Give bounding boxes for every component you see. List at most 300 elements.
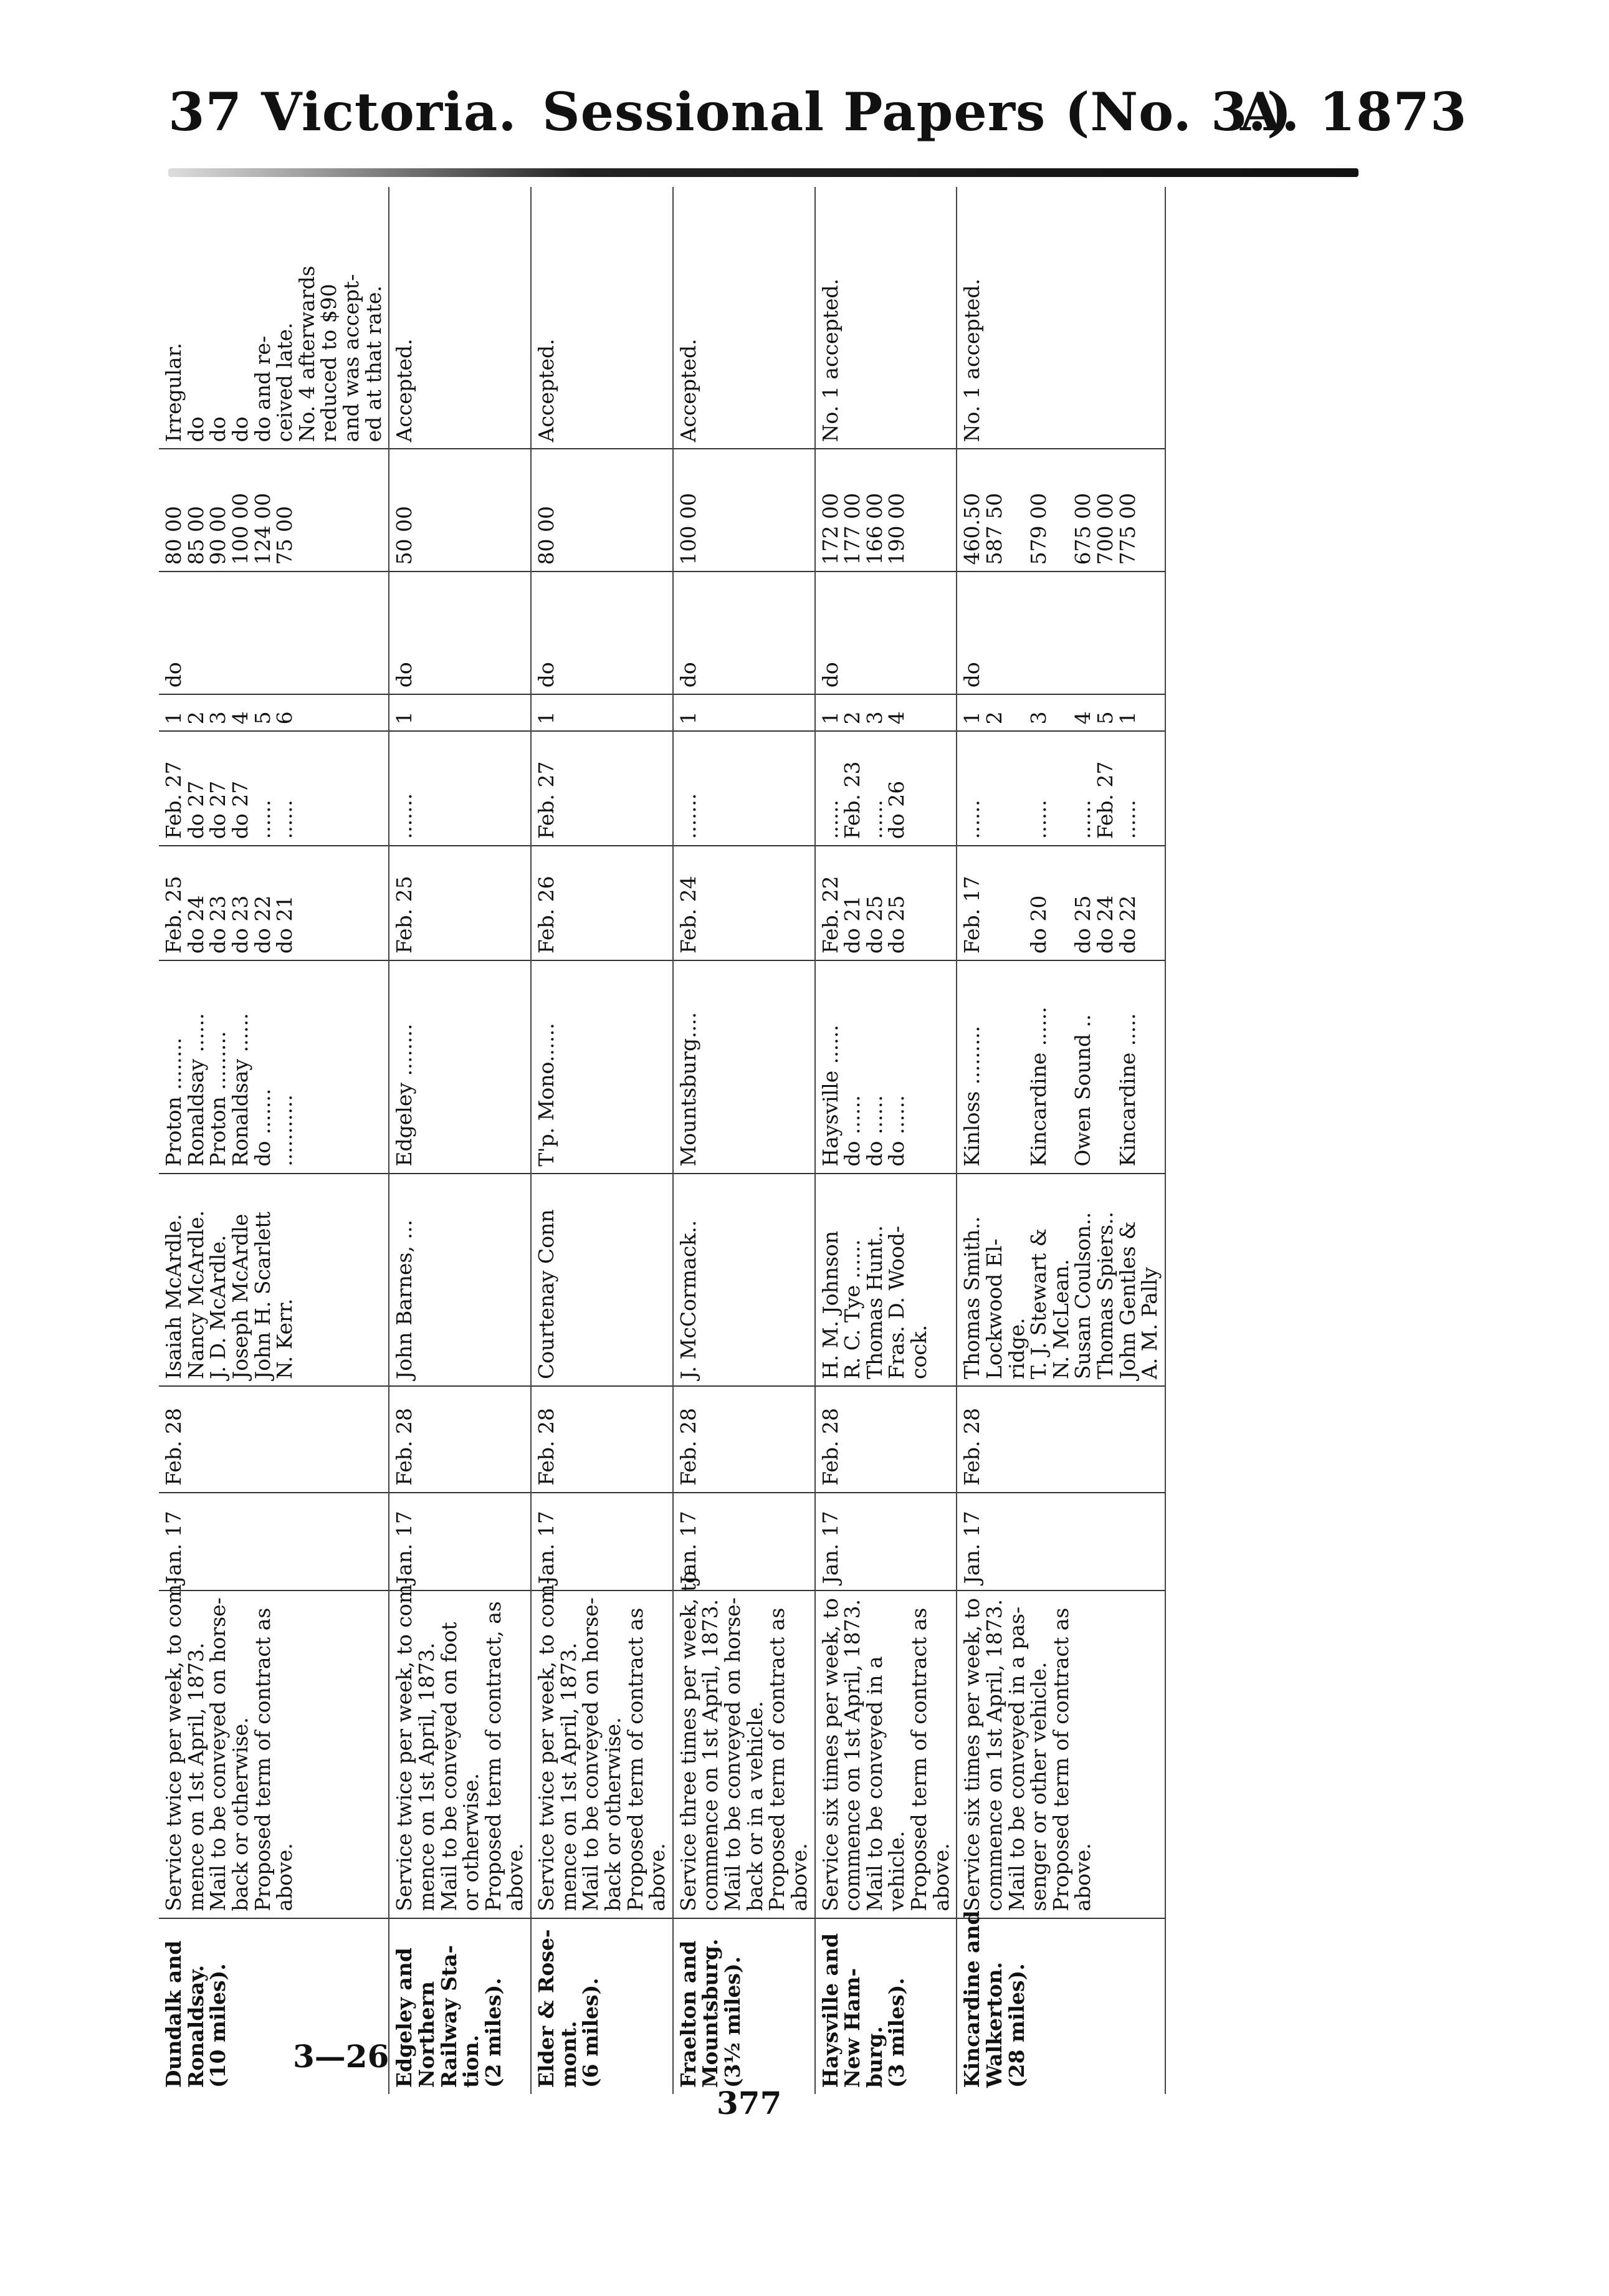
residence-cell [159, 960, 389, 1173]
date-answered-cell-line [1006, 738, 1028, 839]
date-received-cell-line: do 21 [840, 895, 865, 954]
date-answered-cell-line: ...... [1071, 800, 1096, 839]
route-cell-line: (28 miles). [1004, 1963, 1029, 2088]
tender-number-cell-line: 4 [884, 711, 909, 725]
tenderer-names-cell-line: Isaiah McArdle. [161, 1213, 186, 1380]
tender-number-cell-line: 3 [1026, 711, 1051, 725]
header-right: A. 1873 [1240, 81, 1468, 143]
service-cell-line: commence on 1st April, 1873. [981, 1599, 1006, 1911]
service-cell [531, 1577, 673, 1918]
tender-number-cell-line: 5 [250, 711, 275, 725]
residence-cell [389, 960, 531, 1173]
tenderer-names-cell-line: Susan Coulson.. [1071, 1212, 1096, 1380]
amount-cell [531, 449, 673, 572]
tender-number-cell-line [1050, 701, 1072, 724]
residence-cell [673, 960, 815, 1173]
do-cell-line: do [676, 662, 700, 688]
tender-number-cell-line: 2 [981, 711, 1006, 725]
do-cell [673, 572, 815, 694]
do-cell [159, 572, 389, 694]
do-cell [957, 572, 1165, 694]
date-answered-cell-line: do 27 [183, 780, 208, 839]
jan-date-cell [389, 1493, 531, 1591]
tender-number-cell-line: 1 [818, 711, 843, 725]
remarks-cell [389, 187, 531, 449]
tender-number-cell-line: 3 [862, 711, 887, 725]
route-cell-line: tion. [459, 2034, 484, 2088]
do-cell [531, 572, 673, 694]
service-cell-line: mence on 1st April, 1873. [556, 1642, 581, 1911]
date-answered-cell-line: do 27 [206, 780, 231, 839]
remarks-cell-line: ceived late. [272, 322, 297, 442]
tender-number-cell [389, 694, 531, 731]
tenderer-names-cell [957, 1174, 1165, 1386]
remarks-cell-line: do [227, 416, 252, 442]
residence-cell-line: Owen Sound .. [1071, 1014, 1096, 1167]
date-received-cell-line: do 24 [183, 895, 208, 954]
residence-cell-line: Mountsburg.... [676, 1012, 700, 1167]
amount-cell-line: 775 00 [1115, 492, 1140, 565]
table-row [389, 187, 531, 2094]
remarks-cell-line: Accepted. [534, 338, 558, 442]
tenderer-names-cell-line: John H. Scarlett [250, 1212, 275, 1380]
date-received-cell [957, 846, 1165, 960]
date-received-cell [531, 846, 673, 960]
route-cell-line: Dundalk and [161, 1940, 186, 2088]
date-received-cell-line: Feb. 22 [818, 876, 843, 954]
table-row [159, 187, 389, 2094]
date-answered-cell-line [983, 738, 1006, 839]
service-cell-line: senger or other vehicle. [1026, 1662, 1051, 1911]
tenderer-names-cell-line: N. McLean. [1048, 1259, 1073, 1380]
service-cell-line: or otherwise. [459, 1773, 484, 1911]
feb-date-cell [673, 1386, 815, 1493]
amount-cell-line: 100 00 [676, 492, 700, 565]
remarks-cell [673, 187, 815, 449]
tenderer-names-cell-line: H. M. Johnson [818, 1230, 843, 1380]
tender-number-cell-line: 4 [1071, 711, 1096, 725]
tender-number-cell-line: 1 [1115, 711, 1140, 725]
date-received-cell-line: do 20 [1026, 895, 1051, 954]
residence-cell-line: Ronaldsay ...... [227, 1013, 252, 1167]
feb-date-cell-line: Feb. 28 [960, 1408, 985, 1486]
service-cell-line: Proposed term of contract, as [480, 1601, 505, 1911]
residence-cell-line: do ...... [862, 1095, 887, 1167]
route-cell-line: Fraelton and [676, 1940, 700, 2088]
date-received-cell-line: do 22 [250, 895, 275, 954]
residence-cell-line: T'p. Mono...... [534, 1023, 558, 1167]
feb-date-cell-line: Feb. 28 [392, 1408, 417, 1486]
remarks-cell-line: Accepted. [392, 338, 417, 442]
tender-number-cell-line [1006, 701, 1028, 724]
service-cell-line: Service six times per week, to [960, 1598, 985, 1911]
date-answered-cell-line: Feb. 27 [534, 761, 558, 839]
date-received-cell-line: do 25 [862, 895, 887, 954]
service-cell-line: above. [503, 1843, 528, 1911]
date-received-cell-line: do 25 [884, 895, 909, 954]
tenderer-names-cell [159, 1174, 389, 1386]
table-row [531, 187, 673, 2094]
amount-cell-line [1050, 456, 1072, 565]
tenderer-names-cell-line: A. M. Pally [1137, 1267, 1162, 1380]
date-answered-cell-line: do 26 [884, 780, 909, 839]
service-cell-line: Service twice per week, to com- [161, 1577, 186, 1911]
residence-cell-line: Edgeley ........ [392, 1023, 417, 1167]
service-cell-line: Mail to be conveyed on horse- [720, 1597, 745, 1911]
service-cell-line: Service twice per week, to com- [392, 1577, 417, 1911]
tender-number-cell-line: 2 [840, 711, 865, 725]
date-received-cell-line [983, 853, 1006, 954]
feb-date-cell-line: Feb. 28 [161, 1408, 186, 1486]
route-cell-line: Mountsburg. [698, 1938, 723, 2088]
date-answered-cell-line: ...... [862, 800, 887, 839]
amount-cell-line: 460.50 [960, 492, 985, 565]
date-answered-cell-line: ....... [392, 793, 417, 839]
amount-cell-line: 80 00 [534, 505, 558, 565]
service-cell-line: Service twice per week, to com- [534, 1577, 558, 1911]
remarks-cell-line: and was accept- [339, 274, 363, 442]
jan-date-cell-line: Jan. 17 [960, 1511, 985, 1584]
remarks-cell [159, 187, 389, 449]
tender-number-cell-line: 1 [534, 711, 558, 725]
table-row [957, 187, 1165, 2094]
tenderer-names-cell-line: Thomas Smith.. [960, 1216, 985, 1380]
date-received-cell-line [1050, 853, 1072, 954]
residence-cell-line: do ...... [884, 1095, 909, 1167]
remarks-cell-line: reduced to $90 [317, 284, 341, 442]
service-cell [815, 1590, 957, 1918]
tenderer-names-cell-line: J. McCormack.. [676, 1220, 700, 1380]
route-cell-line: (2 miles). [480, 1978, 505, 2088]
tenderer-names-cell-line: cock. [907, 1324, 931, 1380]
tender-number-cell-line: 1 [161, 711, 186, 725]
service-cell-line: Mail to be conveyed in a [862, 1656, 887, 1911]
date-answered-cell-line: ...... [1026, 800, 1051, 839]
residence-cell [815, 960, 957, 1173]
date-received-cell-line: Feb. 25 [161, 876, 186, 954]
service-cell [389, 1577, 531, 1918]
amount-cell [159, 449, 389, 572]
do-cell-line: do [161, 662, 186, 688]
date-received-cell [389, 846, 531, 960]
date-received-cell [815, 846, 957, 960]
header-left: 37 Victoria. [168, 81, 517, 143]
date-answered-cell [531, 731, 673, 846]
amount-cell-line: 90 00 [206, 505, 231, 565]
route-cell-line: (3½ miles). [720, 1956, 745, 2088]
date-received-cell-line: do 23 [227, 895, 252, 954]
service-cell-line: Mail to be conveyed in a pas- [1004, 1606, 1029, 1911]
feb-date-cell [815, 1386, 957, 1493]
route-cell-line: Railway Sta- [436, 1944, 461, 2088]
tender-number-cell [815, 694, 957, 731]
residence-cell-line: Ronaldsay ...... [183, 1013, 208, 1167]
route-cell-line: Kincardine and [960, 1910, 985, 2088]
date-answered-cell-line: Feb. 27 [161, 761, 186, 839]
jan-date-cell [531, 1493, 673, 1591]
amount-cell-line: 587 50 [981, 492, 1006, 565]
date-answered-cell [957, 731, 1165, 846]
date-answered-cell-line: do 27 [227, 780, 252, 839]
residence-cell [531, 960, 673, 1173]
route-cell-line: (6 miles). [578, 1978, 603, 2088]
amount-cell-line: 190 00 [884, 492, 909, 565]
remarks-cell-line: do and re- [250, 335, 275, 442]
service-cell-line: Proposed term of contract as [250, 1607, 275, 1911]
tender-number-cell-line: 1 [960, 711, 985, 725]
date-answered-cell-line: ...... [960, 800, 985, 839]
tender-number-cell-line: 1 [392, 711, 417, 725]
route-cell [531, 1918, 673, 2094]
amount-cell-line: 85 00 [183, 505, 208, 565]
service-cell-line: Mail to be conveyed on horse- [206, 1597, 231, 1911]
feb-date-cell-line: Feb. 28 [818, 1408, 843, 1486]
service-cell-line: back or in a vehicle. [742, 1701, 767, 1911]
feb-date-cell [389, 1386, 531, 1493]
date-received-cell-line: Feb. 17 [960, 876, 985, 954]
date-received-cell-line: Feb. 25 [392, 876, 417, 954]
remarks-cell-line: ed at that rate. [361, 285, 386, 442]
date-answered-cell [159, 731, 389, 846]
tender-number-cell-line: 3 [206, 711, 231, 725]
amount-cell-line: 675 00 [1071, 492, 1096, 565]
amount-cell-line: 700 00 [1093, 492, 1117, 565]
tender-number-cell [673, 694, 815, 731]
date-received-cell-line: do 22 [1115, 895, 1140, 954]
tenderer-names-cell [815, 1174, 957, 1386]
route-cell-line: Haysville and [818, 1933, 843, 2088]
service-cell-line: Mail to be conveyed on horse- [578, 1597, 603, 1911]
tenderer-names-cell-line: Thomas Spiers.. [1093, 1211, 1117, 1380]
date-received-cell [159, 846, 389, 960]
tenderer-names-cell-line: ridge. [1004, 1318, 1029, 1380]
amount-cell-line: 579 00 [1026, 492, 1051, 565]
date-received-cell [673, 846, 815, 960]
tender-number-cell-line: 2 [183, 711, 208, 725]
residence-cell [957, 960, 1165, 1173]
do-cell-line: do [534, 662, 558, 688]
service-cell-line: Proposed term of contract as [623, 1607, 647, 1911]
date-answered-cell-line: ....... [676, 793, 700, 839]
residence-cell-line: Kinloss ......... [960, 1025, 985, 1167]
tenderer-names-cell-line: Nancy McArdle. [183, 1210, 208, 1380]
feb-date-cell [531, 1386, 673, 1493]
feb-date-cell-line: Feb. 28 [676, 1408, 700, 1486]
remarks-cell [957, 187, 1165, 449]
table-body [159, 187, 1165, 2094]
tenderer-names-cell-line: N. Kerr. [272, 1298, 297, 1380]
service-cell-line: mence on 1st April, 1873. [414, 1642, 439, 1911]
tender-number-cell-line: 1 [676, 711, 700, 725]
service-cell [673, 1571, 815, 1918]
tenderer-names-cell [531, 1174, 673, 1386]
service-cell-line: Service six times per week, to [818, 1598, 843, 1911]
route-cell-line: burg. [862, 2026, 887, 2088]
route-cell-line: mont. [556, 2021, 581, 2088]
date-answered-cell [389, 731, 531, 846]
tenderer-names-cell-line: R. C. Tye ...... [840, 1239, 865, 1380]
tenderer-names-cell-line: John Barnes, ... [392, 1220, 417, 1380]
date-answered-cell-line: Feb. 27 [1093, 761, 1117, 839]
jan-date-cell [957, 1493, 1165, 1591]
route-cell [673, 1918, 815, 2094]
remarks-cell [531, 187, 673, 449]
tenderer-names-cell-line: Joseph McArdle [227, 1213, 252, 1380]
route-cell-line: New Ham- [840, 1968, 865, 2088]
date-received-cell-line [1006, 853, 1028, 954]
tender-number-cell-line: 4 [227, 711, 252, 725]
date-received-cell-line: do 25 [1071, 895, 1096, 954]
route-cell-line: (3 miles). [884, 1978, 909, 2088]
residence-cell-line: Kincardine ...... [1026, 1007, 1051, 1167]
date-received-cell-line: Feb. 24 [676, 876, 700, 954]
service-cell-line: Proposed term of contract as [1048, 1607, 1073, 1911]
feb-date-cell [957, 1386, 1165, 1493]
header-rule [168, 168, 1358, 177]
do-cell-line: do [818, 662, 843, 688]
service-cell-line: above. [272, 1843, 297, 1911]
service-cell-line: commence on 1st April, 1873. [840, 1599, 865, 1911]
service-cell-line: back or otherwise. [227, 1717, 252, 1911]
amount-cell [815, 449, 957, 572]
residence-cell-line [983, 967, 1006, 1166]
route-cell [815, 1918, 957, 2094]
service-cell-line: Mail to be conveyed on foot [436, 1622, 461, 1911]
service-cell [957, 1590, 1165, 1918]
page-number: 377 [717, 2085, 782, 2121]
route-cell-line: Elder & Rose- [534, 1929, 558, 2088]
table-row [815, 187, 957, 2094]
residence-cell-line: do ...... [840, 1095, 865, 1167]
tender-number-cell-line: 6 [272, 711, 297, 725]
rotated-table-container [159, 187, 1368, 2094]
service-cell-line: back or otherwise. [600, 1717, 625, 1911]
amount-cell-line: 166 00 [862, 492, 887, 565]
date-received-cell-line: do 21 [272, 895, 297, 954]
service-cell [159, 1577, 389, 1918]
residence-cell-line: Kincardine ..... [1115, 1013, 1140, 1167]
tender-number-cell [531, 694, 673, 731]
residence-cell-line: Proton ......... [206, 1031, 231, 1167]
remarks-cell-line: No. 1 accepted. [818, 279, 843, 442]
header-center: Sessional Papers (No. 3.) [542, 81, 1292, 143]
date-answered-cell-line: ...... [1115, 800, 1140, 839]
date-answered-cell-line [1050, 738, 1072, 839]
jan-date-cell-line: Jan. 17 [818, 1511, 843, 1584]
remarks-cell-line: No. 4 afterwards [294, 265, 319, 442]
residence-cell-line: Proton ........ [161, 1037, 186, 1167]
amount-cell-line: 124 00 [250, 492, 275, 565]
jan-date-cell [159, 1493, 389, 1591]
residence-cell-line [1006, 967, 1028, 1166]
date-answered-cell-line: ...... [272, 800, 297, 839]
amount-cell-line: 80 00 [161, 505, 186, 565]
residence-cell-line: Haysville ...... [818, 1025, 843, 1167]
amount-cell-line: 172 00 [818, 492, 843, 565]
do-cell-line: do [392, 662, 417, 688]
amount-cell-line: 50 00 [392, 505, 417, 565]
remarks-cell-line: No. 1 accepted. [960, 279, 985, 442]
tenderer-names-cell-line: Fras. D. Wood- [884, 1225, 909, 1380]
jan-date-cell-line: Jan. 17 [392, 1511, 417, 1584]
residence-cell-line: ........... [272, 1094, 297, 1167]
service-cell-line: mence on 1st April, 1873. [183, 1642, 208, 1911]
amount-cell-line [1006, 456, 1028, 565]
residence-cell-line [1050, 967, 1072, 1166]
amount-cell [673, 449, 815, 572]
tenderer-names-cell [389, 1174, 531, 1386]
route-cell [389, 1918, 531, 2094]
service-cell-line: Proposed term of contract as [907, 1607, 931, 1911]
tender-number-cell [957, 694, 1165, 731]
jan-date-cell-line: Jan. 17 [161, 1511, 186, 1584]
jan-date-cell [673, 1493, 815, 1591]
tenderer-names-cell-line: T. J. Stewart & [1026, 1228, 1051, 1380]
residence-cell-line: do ....... [250, 1088, 275, 1167]
remarks-cell-line: do [206, 416, 231, 442]
tenderer-names-cell-line: J. D. McArdle. [206, 1235, 231, 1380]
service-cell-line: above. [929, 1843, 953, 1911]
route-cell-line: Walkerton. [981, 1961, 1006, 2088]
service-cell-line: above. [645, 1843, 670, 1911]
tender-table [159, 187, 1166, 2094]
jan-date-cell-line: Jan. 17 [534, 1511, 558, 1584]
route-cell-line: (10 miles). [206, 1963, 231, 2088]
tenderer-names-cell-line: Lockwood El- [981, 1238, 1006, 1380]
tenderer-names-cell-line: John Gentles & [1115, 1221, 1140, 1380]
date-answered-cell [815, 731, 957, 846]
service-cell-line: commence on 1st April, 1873. [698, 1599, 723, 1911]
remarks-cell [815, 187, 957, 449]
tender-number-cell-line: 5 [1093, 711, 1117, 725]
remarks-cell-line: Irregular. [161, 342, 186, 442]
residence-cell-line [1094, 967, 1117, 1166]
service-cell-line: above. [786, 1843, 811, 1911]
tenderer-names-cell-line: Courtenay Conn [534, 1209, 558, 1380]
page-signature: 3—26 [293, 2038, 389, 2075]
amount-cell [389, 449, 531, 572]
date-received-cell-line: do 24 [1093, 895, 1117, 954]
date-answered-cell-line: Feb. 23 [840, 761, 865, 839]
service-cell-line: Proposed term of contract as [765, 1607, 790, 1911]
route-cell-line: Ronaldsay. [183, 1964, 208, 2088]
amount-cell [957, 449, 1165, 572]
tender-number-cell [159, 694, 389, 731]
route-cell [957, 1910, 1165, 2094]
do-cell-line: do [960, 662, 985, 688]
date-received-cell-line: do 23 [206, 895, 231, 954]
amount-cell-line: 100 00 [227, 492, 252, 565]
service-cell-line: Service three times per week, to [676, 1571, 700, 1911]
service-cell-line: above. [1071, 1843, 1096, 1911]
date-answered-cell-line: ...... [818, 800, 843, 839]
service-cell-line: vehicle. [884, 1830, 909, 1911]
route-cell-line: Edgeley and [392, 1948, 417, 2088]
route-cell-line: Northern [414, 1981, 439, 2088]
amount-cell-line: 75 00 [272, 505, 297, 565]
feb-date-cell [159, 1386, 389, 1493]
tenderer-names-cell-line: Thomas Hunt.. [862, 1225, 887, 1380]
remarks-cell-line: do [183, 416, 208, 442]
table-row [673, 187, 815, 2094]
date-received-cell-line: Feb. 26 [534, 876, 558, 954]
do-cell [815, 572, 957, 694]
feb-date-cell-line: Feb. 28 [534, 1408, 558, 1486]
date-answered-cell-line: ...... [250, 800, 275, 839]
tenderer-names-cell [673, 1174, 815, 1386]
jan-date-cell [815, 1493, 957, 1591]
do-cell [389, 572, 531, 694]
